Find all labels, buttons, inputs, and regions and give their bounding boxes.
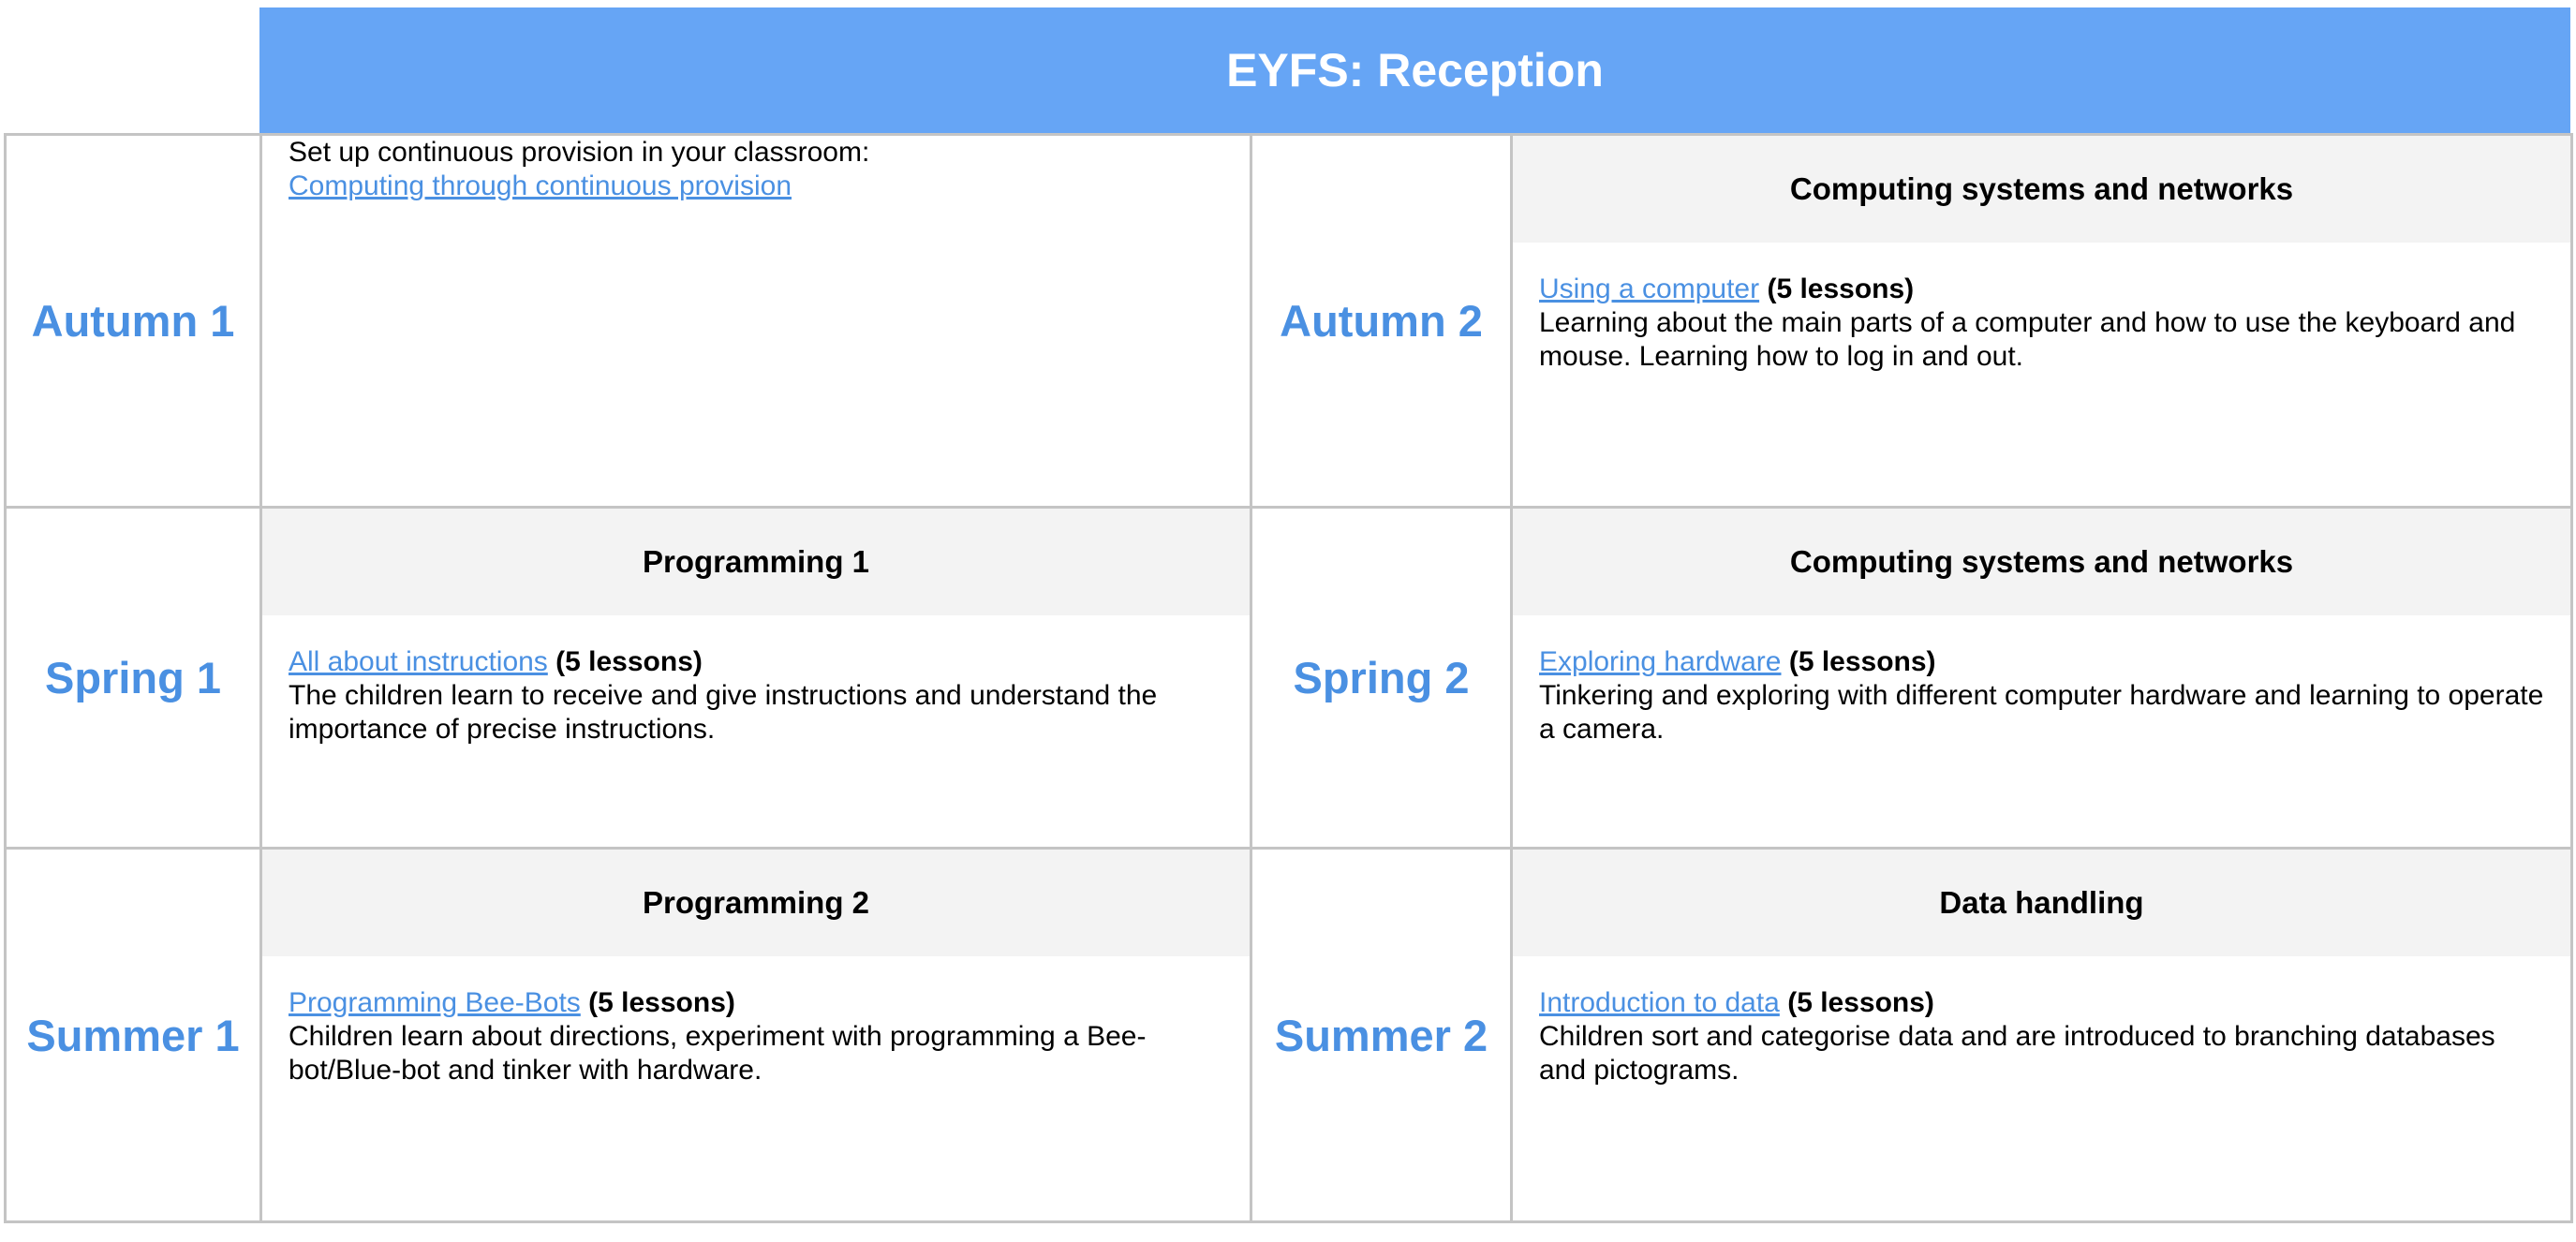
strand-header: Computing systems and networks	[1513, 136, 2570, 243]
term-label-autumn-2: Autumn 2	[1251, 135, 1512, 508]
cell-autumn-1	[261, 135, 1251, 508]
cell-spring-2	[1512, 508, 2572, 849]
unit-description: Learning about the main parts of a computer and how to use the keyboard and mouse. Learning how to log in and out.	[1539, 307, 2516, 372]
continuous-provision-link[interactable]: Computing through continuous provision	[289, 170, 792, 201]
unit-link[interactable]: All about instructions	[289, 646, 548, 677]
table-row-summer	[6, 849, 2572, 1222]
unit-link[interactable]: Programming Bee-Bots	[289, 987, 581, 1018]
unit-description: Children learn about directions, experiment with programming a Bee-bot/Blue-bot and tinker with hardware.	[289, 1021, 1147, 1086]
term-label-summer-1: Summer 1	[6, 849, 261, 1222]
unit-details	[1513, 956, 2570, 1087]
unit-details	[262, 615, 1250, 747]
unit-description: The children learn to receive and give instructions and understand the importance of precise instructions.	[289, 680, 1158, 745]
lesson-count: (5 lessons)	[1767, 274, 1915, 304]
cell-spring-1	[261, 508, 1251, 849]
strand-header: Programming 1	[262, 509, 1250, 615]
unit-details	[262, 956, 1250, 1087]
unit-description: Tinkering and exploring with different computer hardware and learning to operate a camera.	[1539, 680, 2544, 745]
unit-link[interactable]: Introduction to data	[1539, 987, 1780, 1018]
lesson-count: (5 lessons)	[1787, 987, 1934, 1018]
curriculum-table	[4, 133, 2573, 1223]
lesson-count: (5 lessons)	[588, 987, 735, 1018]
term-label-spring-2: Spring 2	[1251, 508, 1512, 849]
strand-header: Programming 2	[262, 850, 1250, 956]
term-label-summer-2: Summer 2	[1251, 849, 1512, 1222]
strand-header: Computing systems and networks	[1513, 509, 2570, 615]
page-title: EYFS: Reception	[259, 7, 2570, 133]
term-label-spring-1: Spring 1	[6, 508, 261, 849]
lesson-count: (5 lessons)	[1788, 646, 1936, 677]
strand-header: Data handling	[1513, 850, 2570, 956]
cell-summer-2	[1512, 849, 2572, 1222]
cell-summer-1	[261, 849, 1251, 1222]
unit-description: Children sort and categorise data and are introduced to branching databases and pictograms.	[1539, 1021, 2495, 1086]
table-row-spring	[6, 508, 2572, 849]
cell-autumn-2	[1512, 135, 2572, 508]
table-row-autumn	[6, 135, 2572, 508]
unit-details	[1513, 243, 2570, 374]
unit-link[interactable]: Exploring hardware	[1539, 646, 1782, 677]
unit-link[interactable]: Using a computer	[1539, 274, 1760, 304]
continuous-provision-text: Set up continuous provision in your classroom:	[289, 137, 870, 168]
unit-details	[1513, 615, 2570, 747]
continuous-provision-note	[262, 136, 1250, 203]
term-label-autumn-1: Autumn 1	[6, 135, 261, 508]
lesson-count: (5 lessons)	[555, 646, 703, 677]
